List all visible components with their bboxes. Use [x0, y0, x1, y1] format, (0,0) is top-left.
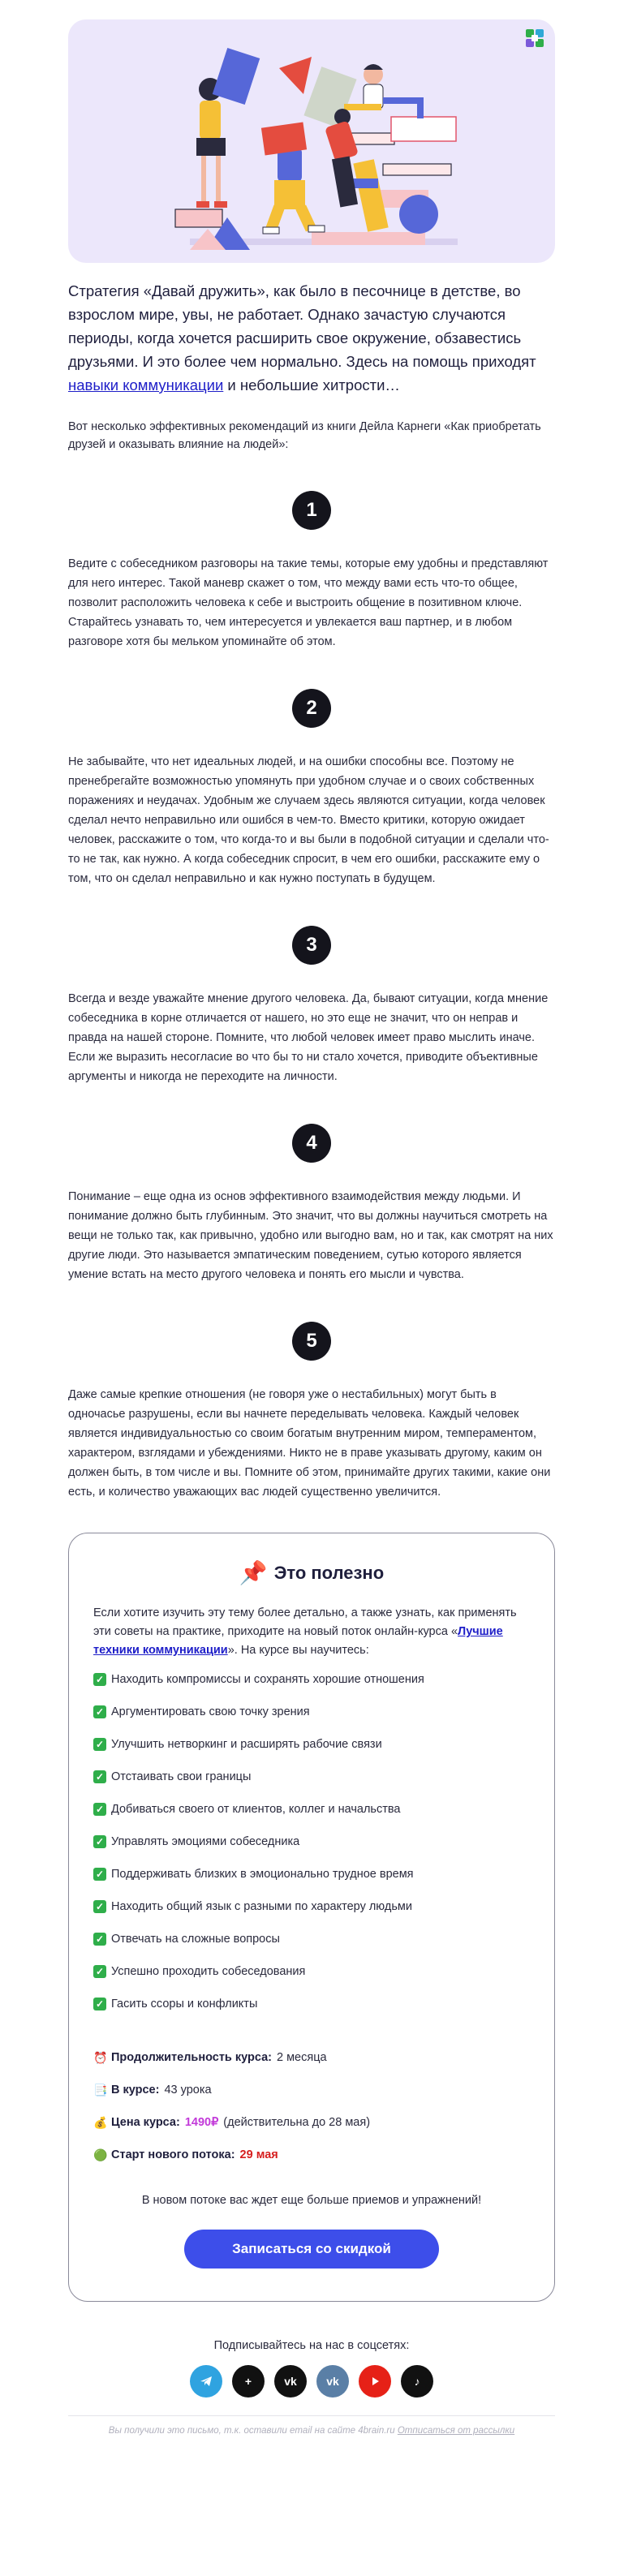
box-title-text: Это полезно	[273, 1562, 385, 1583]
list-item: ✓ Добиваться своего от клиентов, коллег и начальства	[93, 1801, 530, 1817]
signup-discount-button[interactable]: Записаться со скидкой	[184, 2230, 439, 2269]
unsubscribe-link[interactable]: Отписаться от рассылки	[397, 2426, 515, 2436]
pushpin-icon: 📌	[239, 1560, 268, 1585]
list-item: ✓ Находить компромиссы и сохранять хорошие отношения	[93, 1671, 530, 1688]
check-mark-icon: ✓	[93, 1803, 106, 1816]
step-text: Ведите с собеседником разговоры на такие темы, которые ему удобны и представляют для него интерес. Такой маневр скажет о том, что между вами есть что-то общее, позволит расположить человека к себе и выстроить общение в позитивном ключе. Старайтесь узнавать то, чем интересуется и увлекается ваш партнер, и в любом разговоре хотя бы мельком упоминайте об этом.	[68, 557, 549, 648]
box-intro-after: ». На курсе вы научитесь:	[227, 1644, 369, 1657]
step-4	[68, 1124, 555, 1284]
course-details	[93, 2049, 530, 2163]
check-mark-icon: ✓	[93, 1933, 106, 1946]
list-item: ✓ Находить общий язык с разными по характеру людьми	[93, 1899, 530, 1915]
plus-icon[interactable]: +	[232, 2365, 265, 2398]
step-1	[68, 491, 555, 652]
lead-paragraph	[68, 279, 555, 397]
more-text: В новом потоке вас ждет еще больше приемов и упражнений!	[141, 2194, 482, 2207]
social-label: Подписывайтесь на нас в соцсетях:	[213, 2339, 410, 2352]
price-value: 1490₽	[184, 2116, 219, 2129]
communication-skills-link[interactable]: навыки коммуникации	[68, 376, 224, 393]
green-circle-icon: 🟢	[93, 2148, 108, 2161]
box-intro-before: Если хотите изучить эту тему более детально, а также узнать, как применять эти советы на практике, приходите на новый поток онлайн-курса «	[93, 1606, 517, 1638]
step-text: Всегда и везде уважайте мнение другого человека. Да, бывают ситуации, когда мнение собеседника в корне отличается от нашего, но это еще не значит, что он неправ и правда на нашей стороне. Помните, что любой человек имеет право мыслить иначе. Если же выразить несогласие во что бы то ни стало хочется, приводите объективные аргументы и никогда не переходите на личности.	[68, 992, 549, 1083]
money-bag-icon: 💰	[93, 2116, 108, 2129]
course-lessons: 📑 В курсе: 43 урока	[93, 2084, 212, 2096]
footer	[68, 2426, 555, 2436]
vk-icon[interactable]: vk	[274, 2365, 307, 2398]
vk-video-icon[interactable]: vk	[316, 2365, 349, 2398]
list-item: ✓ Отвечать на сложные вопросы	[93, 1931, 530, 1947]
list-item: ✓ Гасить ссоры и конфликты	[93, 1996, 530, 2012]
social-links	[68, 2365, 555, 2398]
check-mark-icon: ✓	[93, 1770, 106, 1783]
check-mark-icon: ✓	[93, 1705, 106, 1718]
check-mark-icon: ✓	[93, 1673, 106, 1686]
course-price: 💰 Цена курса: 1490₽ (действительна до 28 мая)	[93, 2116, 371, 2129]
list-item: ✓ Улучшить нетворкинг и расширять рабочие связи	[93, 1736, 530, 1752]
lead-text-after: и небольшие хитрости…	[223, 376, 400, 393]
list-item: ✓ Управлять эмоциями собеседника	[93, 1834, 530, 1850]
step-text: Не забывайте, что нет идеальных людей, и на ошибки способны все. Поэтому не пренебрегайте возможностью упомянуть при удобном случае и о своих собственных поражениях и неудачах. Удобным же случаем здесь являются ситуации, когда человек сделал нечто неправильно или ошибся в чем-то. Вместо критики, которую ожидает человек, расскажите о том, что когда-то и вы были в подобной ситуации и сделали что-то не так, как нужно. А когда собеседник спросит, в чем его ошибки, расскажите ему о том, что он сделал неправильно и как нужно поступать в будущем.	[68, 755, 549, 885]
footer-text: Вы получили это письмо, т.к. оставили email на сайте 4brain.ru	[108, 2426, 398, 2436]
hero-illustration	[68, 19, 555, 263]
check-mark-icon: ✓	[93, 1868, 106, 1881]
step-number-badge: 1	[292, 491, 331, 530]
people-building-illustration	[68, 19, 555, 263]
intro-paragraph: Вот несколько эффективных рекомендаций из книги Дейла Карнеги «Как приобретать друзей и оказывать влияние на людей»:	[68, 420, 541, 451]
step-5	[68, 1322, 555, 1502]
check-mark-icon: ✓	[93, 1965, 106, 1978]
bookmark-tabs-icon: 📑	[93, 2084, 108, 2096]
step-number-badge: 2	[292, 689, 331, 728]
list-item: ✓ Поддерживать близких в эмоционально трудное время	[93, 1866, 530, 1882]
useful-info-box	[68, 1533, 555, 2302]
youtube-icon[interactable]	[359, 2365, 391, 2398]
step-3	[68, 926, 555, 1086]
check-mark-icon: ✓	[93, 1738, 106, 1751]
course-start: 🟢 Старт нового потока: 29 мая	[93, 2148, 278, 2161]
box-intro	[93, 1604, 530, 1660]
box-title	[93, 1559, 530, 1586]
alarm-clock-icon: ⏰	[93, 2051, 108, 2064]
telegram-icon[interactable]	[190, 2365, 222, 2398]
footer-divider	[68, 2415, 555, 2416]
list-item: ✓ Успешно проходить собеседования	[93, 1963, 530, 1980]
step-2	[68, 689, 555, 888]
list-item: ✓ Отстаивать свои границы	[93, 1769, 530, 1785]
course-duration: ⏰ Продолжительность курса: 2 месяца	[93, 2051, 327, 2064]
list-item: ✓ Аргументировать свою точку зрения	[93, 1704, 530, 1720]
step-number-badge: 5	[292, 1322, 331, 1361]
skills-list	[93, 1671, 530, 2012]
check-mark-icon: ✓	[93, 1900, 106, 1913]
step-text: Понимание – еще одна из основ эффективного взаимодействия между людьми. И понимание должно быть глубинным. Это значит, что вы должны научиться смотреть на вещи не только так, как привычно, удобно или выгодно вам, но и так, как смотрят на них другие люди. Это называется эмпатическим поведением, сутью которого является умение встать на место другого человека и понять его мысли и чувства.	[68, 1190, 553, 1281]
course-link[interactable]: Лучшие техники коммуникации	[93, 1625, 503, 1657]
email-body	[68, 19, 555, 2436]
price-note: (действительна до 28 мая)	[223, 2116, 371, 2129]
lead-text-before: Стратегия «Давай дружить», как было в песочнице в детстве, во взрослом мире, увы, не работает. Однако зачастую случаются периоды, когда хочется расширить свое окружение, обзавестись друзьями. И это более чем нормально. Здесь на помощь приходят	[68, 282, 536, 370]
start-date: 29 мая	[239, 2148, 278, 2161]
check-mark-icon: ✓	[93, 1835, 106, 1848]
tiktok-icon[interactable]: ♪	[401, 2365, 433, 2398]
step-number-badge: 4	[292, 1124, 331, 1163]
check-mark-icon: ✓	[93, 1998, 106, 2010]
step-text: Даже самые крепкие отношения (не говоря уже о нестабильных) могут быть в одночасье разрушены, если вы начнете переделывать человека. Каждый человек является индивидуальностью со своим богатым внутренним миром, темпераментом, характером, взглядами и убеждениями. Никто не в праве указывать другому, каким он должен быть, в том числе и вы. Помните об этом, принимайте других такими, какие они есть, и количество уважающих вас людей существенно увеличится.	[68, 1388, 551, 1499]
brand-logo-icon	[524, 28, 545, 49]
step-number-badge: 3	[292, 926, 331, 965]
